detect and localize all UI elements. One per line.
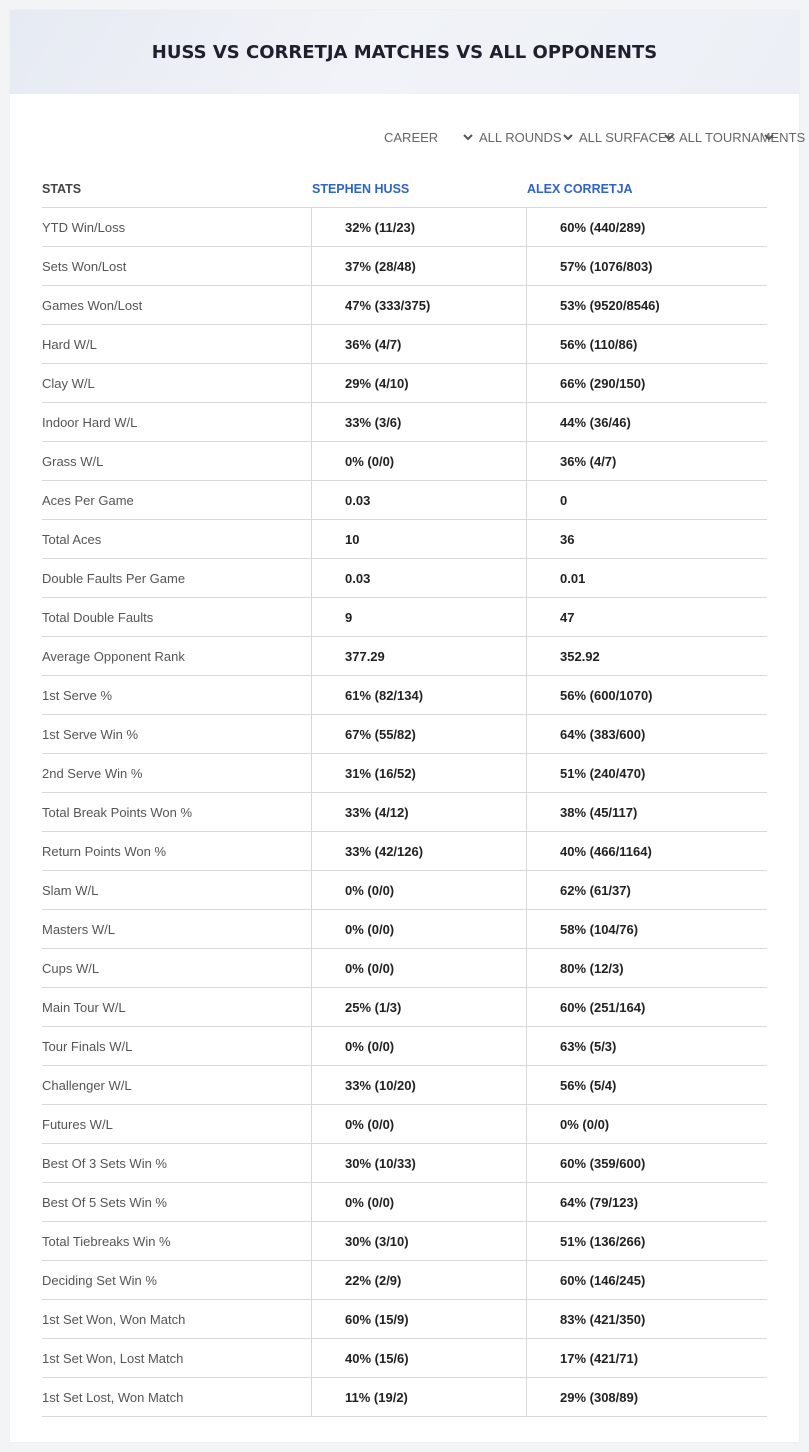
stats-table	[42, 170, 767, 1417]
player2-value: 56% (110/86)	[526, 325, 767, 363]
table-row	[42, 403, 767, 442]
table-row	[42, 247, 767, 286]
filter-period-select[interactable]	[384, 126, 474, 148]
player2-value: 44% (36/46)	[526, 403, 767, 441]
table-row	[42, 559, 767, 598]
table-row	[42, 208, 767, 247]
table-row	[42, 286, 767, 325]
stat-name: Slam W/L	[42, 882, 99, 898]
stat-name: Deciding Set Win %	[42, 1272, 157, 1288]
player1-value: 47% (333/375)	[311, 286, 526, 324]
player2-value: 57% (1076/803)	[526, 247, 767, 285]
player1-value: 61% (82/134)	[311, 676, 526, 714]
stat-name: 1st Set Won, Won Match	[42, 1311, 186, 1327]
player2-value: 53% (9520/8546)	[526, 286, 767, 324]
player1-value: 29% (4/10)	[311, 364, 526, 402]
player2-value: 47	[526, 598, 767, 636]
player2-value: 66% (290/150)	[526, 364, 767, 402]
stat-name: YTD Win/Loss	[42, 219, 126, 235]
table-row	[42, 520, 767, 559]
player2-value: 40% (466/1164)	[526, 832, 767, 870]
player1-value: 9	[311, 598, 526, 636]
player1-value: 33% (3/6)	[311, 403, 526, 441]
player1-column-header[interactable]: STEPHEN HUSS	[312, 182, 410, 196]
player2-value: 36% (4/7)	[526, 442, 767, 480]
player1-value: 33% (4/12)	[311, 793, 526, 831]
table-row	[42, 442, 767, 481]
table-row	[42, 832, 767, 871]
table-row	[42, 715, 767, 754]
player1-value: 36% (4/7)	[311, 325, 526, 363]
player2-value: 38% (45/117)	[526, 793, 767, 831]
table-row	[42, 676, 767, 715]
player1-value: 10	[311, 520, 526, 558]
stat-name: Tour Finals W/L	[42, 1038, 133, 1054]
stat-name: 1st Serve Win %	[42, 726, 139, 742]
player2-value: 51% (240/470)	[526, 754, 767, 792]
player1-value: 377.29	[311, 637, 526, 675]
player1-value: 60% (15/9)	[311, 1300, 526, 1338]
player2-value: 56% (600/1070)	[526, 676, 767, 714]
stat-name: Best Of 5 Sets Win %	[42, 1194, 167, 1210]
player1-value: 30% (3/10)	[311, 1222, 526, 1260]
table-row	[42, 1378, 767, 1417]
stat-name: Total Break Points Won %	[42, 804, 193, 820]
table-header	[42, 170, 767, 208]
table-row	[42, 637, 767, 676]
stats-card	[10, 10, 806, 1442]
player2-value: 64% (79/123)	[526, 1183, 767, 1221]
table-row	[42, 364, 767, 403]
stat-name: Challenger W/L	[42, 1077, 132, 1093]
table-row	[42, 1183, 767, 1222]
player1-value: 0% (0/0)	[311, 1183, 526, 1221]
player1-value: 30% (10/33)	[311, 1144, 526, 1182]
filter-surface-label: ALL SURFACES	[579, 129, 676, 145]
player1-value: 33% (42/126)	[311, 832, 526, 870]
stat-name: Total Aces	[42, 531, 102, 547]
stat-name: Grass W/L	[42, 453, 104, 469]
page-title: HUSS VS CORRETJA MATCHES VS ALL OPPONENTS	[151, 41, 658, 63]
player1-value: 11% (19/2)	[311, 1378, 526, 1416]
stat-name: Futures W/L	[42, 1116, 113, 1132]
table-row	[42, 910, 767, 949]
filter-bar	[42, 126, 806, 148]
player2-value: 80% (12/3)	[526, 949, 767, 987]
stat-name: Sets Won/Lost	[42, 258, 127, 274]
player1-value: 31% (16/52)	[311, 754, 526, 792]
player2-value: 29% (308/89)	[526, 1378, 767, 1416]
stat-name: Clay W/L	[42, 375, 95, 391]
stat-name: 1st Set Lost, Won Match	[42, 1389, 184, 1405]
filter-round-select[interactable]	[479, 126, 574, 148]
player1-value: 0% (0/0)	[311, 442, 526, 480]
stat-name: Main Tour W/L	[42, 999, 126, 1015]
table-row	[42, 1105, 767, 1144]
stat-name: Total Tiebreaks Win %	[42, 1233, 171, 1249]
table-row	[42, 1027, 767, 1066]
player2-value: 83% (421/350)	[526, 1300, 767, 1338]
player2-value: 60% (359/600)	[526, 1144, 767, 1182]
stat-name: Cups W/L	[42, 960, 100, 976]
player1-value: 33% (10/20)	[311, 1066, 526, 1104]
table-row	[42, 988, 767, 1027]
player1-value: 0% (0/0)	[311, 910, 526, 948]
stat-name: 2nd Serve Win %	[42, 765, 143, 781]
player2-column-header[interactable]: ALEX CORRETJA	[527, 182, 633, 196]
player1-value: 0% (0/0)	[311, 871, 526, 909]
player2-value: 64% (383/600)	[526, 715, 767, 753]
player2-value: 352.92	[526, 637, 767, 675]
player2-value: 0.01	[526, 559, 767, 597]
player2-value: 56% (5/4)	[526, 1066, 767, 1104]
player1-value: 40% (15/6)	[311, 1339, 526, 1377]
player2-value: 36	[526, 520, 767, 558]
player2-value: 60% (440/289)	[526, 208, 767, 246]
stat-name: Indoor Hard W/L	[42, 414, 138, 430]
player1-value: 22% (2/9)	[311, 1261, 526, 1299]
player1-value: 32% (11/23)	[311, 208, 526, 246]
player2-value: 58% (104/76)	[526, 910, 767, 948]
table-row	[42, 598, 767, 637]
filter-surface-select[interactable]	[579, 126, 675, 148]
filter-tournament-select[interactable]	[679, 126, 806, 148]
filter-tournament-label: ALL TOURNAMENTS	[679, 129, 806, 145]
player2-value: 60% (251/164)	[526, 988, 767, 1026]
table-row	[42, 1222, 767, 1261]
stat-name: Double Faults Per Game	[42, 570, 186, 586]
table-row	[42, 1261, 767, 1300]
player1-value: 37% (28/48)	[311, 247, 526, 285]
stat-name: Aces Per Game	[42, 492, 134, 508]
player2-value: 0% (0/0)	[526, 1105, 767, 1143]
table-row	[42, 754, 767, 793]
player2-value: 0	[526, 481, 767, 519]
stat-name: Games Won/Lost	[42, 297, 143, 313]
page-header	[10, 10, 799, 94]
stat-name: Best Of 3 Sets Win %	[42, 1155, 167, 1171]
table-row	[42, 1144, 767, 1183]
player1-value: 0% (0/0)	[311, 949, 526, 987]
chevron-down-icon	[663, 131, 675, 143]
filter-period-label: CAREER	[384, 129, 439, 145]
table-row	[42, 1300, 767, 1339]
table-row	[42, 481, 767, 520]
filter-round-label: ALL ROUNDS	[479, 129, 562, 145]
table-row	[42, 1066, 767, 1105]
chevron-down-icon	[763, 131, 775, 143]
player2-value: 62% (61/37)	[526, 871, 767, 909]
stat-name: Total Double Faults	[42, 609, 154, 625]
player2-value: 17% (421/71)	[526, 1339, 767, 1377]
stat-name: 1st Set Won, Lost Match	[42, 1350, 184, 1366]
table-row	[42, 325, 767, 364]
stat-name: Average Opponent Rank	[42, 648, 185, 664]
player2-value: 60% (146/245)	[526, 1261, 767, 1299]
stat-name: Masters W/L	[42, 921, 115, 937]
table-row	[42, 871, 767, 910]
stat-name: 1st Serve %	[42, 687, 113, 703]
player1-value: 25% (1/3)	[311, 988, 526, 1026]
chevron-down-icon	[462, 131, 474, 143]
table-row	[42, 949, 767, 988]
table-body	[42, 208, 767, 1417]
player1-value: 0% (0/0)	[311, 1105, 526, 1143]
table-row	[42, 793, 767, 832]
player1-value: 0.03	[311, 481, 526, 519]
player1-value: 67% (55/82)	[311, 715, 526, 753]
stat-name: Return Points Won %	[42, 843, 167, 859]
stats-column-header: STATS	[42, 182, 82, 196]
player1-value: 0.03	[311, 559, 526, 597]
player2-value: 51% (136/266)	[526, 1222, 767, 1260]
stat-name: Hard W/L	[42, 336, 97, 352]
player1-value: 0% (0/0)	[311, 1027, 526, 1065]
player2-value: 63% (5/3)	[526, 1027, 767, 1065]
table-row	[42, 1339, 767, 1378]
chevron-down-icon	[562, 131, 574, 143]
